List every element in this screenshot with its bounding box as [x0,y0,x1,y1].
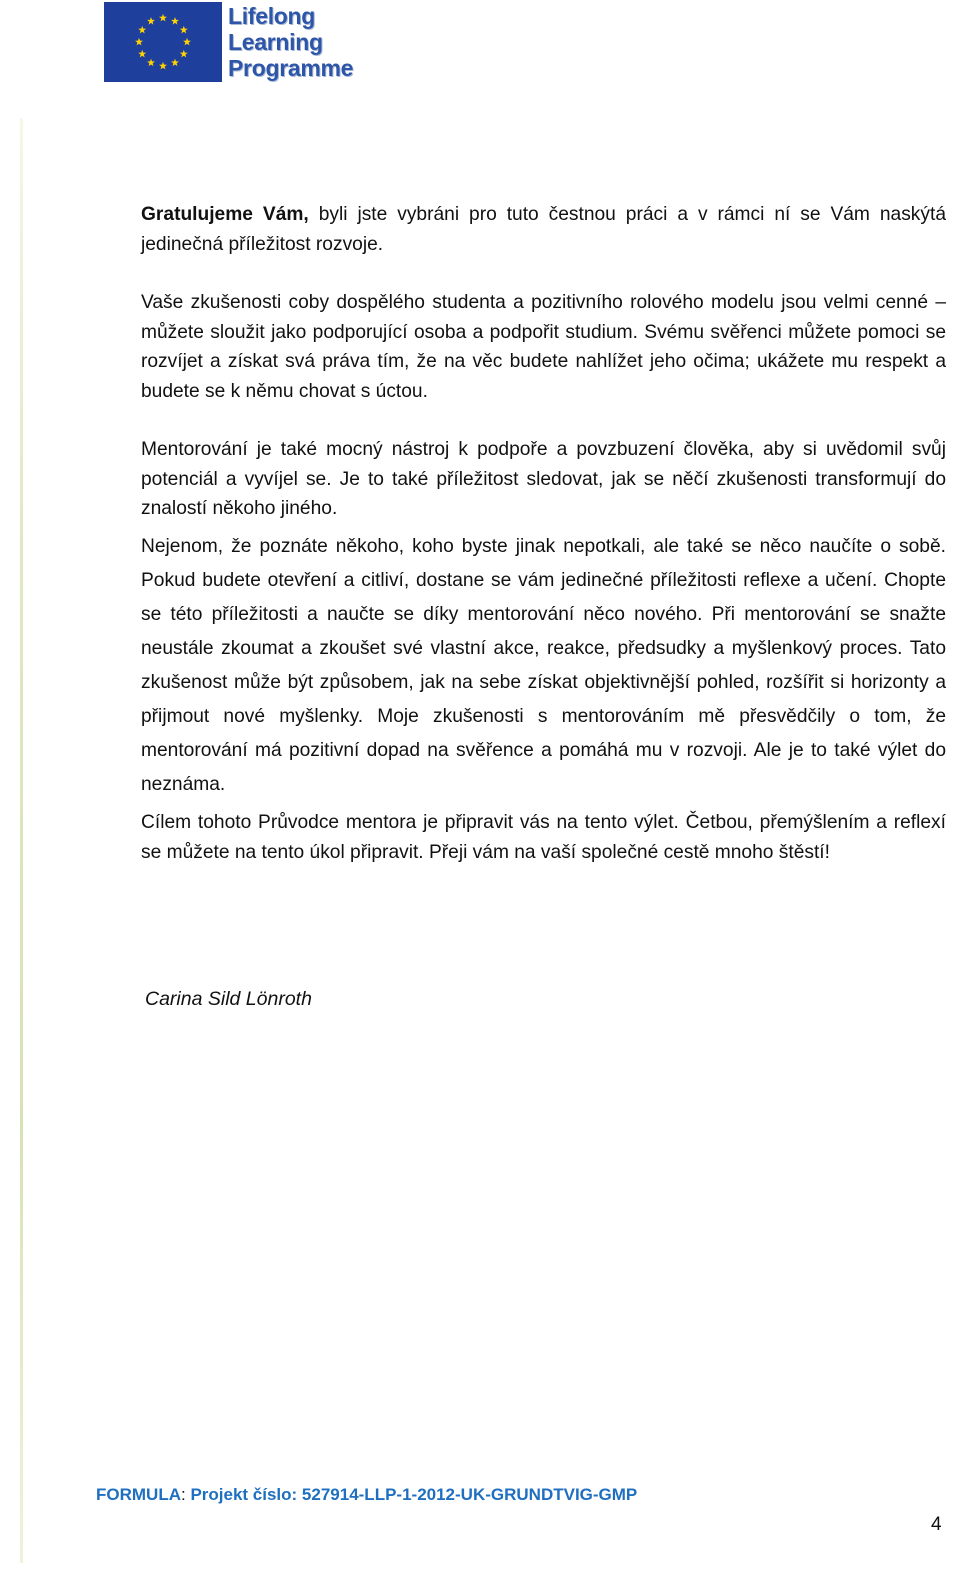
eu-star-icon [147,59,155,67]
eu-star-icon [180,26,188,34]
paragraph-mentoring-tool: Mentorování je také mocný nástroj k podpoře a povzbuzení člověka, aby si uvědomil svůj potenciál a vyvíjel se. Je to také příležitost sledovat, jak se něčí zkušenosti transformují do znalostí někoho jiného. [141,439,946,519]
footer-project-info [96,1485,637,1505]
signature: Carina Sild Lönroth [145,988,312,1010]
eu-flag-icon [104,2,222,82]
eu-star-icon [180,50,188,58]
paragraph-learning: Nejenom, že poznáte někoho, koho byste jinak nepotkali, ale také se něco naučíte o sobě. Pokud budete otevření a citliví, dostane se vám jedinečné příležitosti reflexe a učení. Chopte se této příležitosti a naučte se díky mentorování něco nového. Při mentorování se snažte neustále zkoumat a zkoušet své vlastní akce, reakce, předsudky a myšlenkový proces. Tato zkušenost může být způsobem, jak na sebe získat objektivnější pohled, rozšířit si horizonty a přijmout nové myšlenky. Moje zkušenosti s mentorováním mě přesvědčily o tom, že mentorování má pozitivní dopad na svěřence a pomáhá mu v rozvoji. Ale je to také výlet do neznáma. [141,535,946,796]
eu-star-icon [171,17,179,25]
lifelong-learning-programme-logo [104,2,372,84]
eu-star-icon [138,50,146,58]
paragraph-experience: Vaše zkušenosti coby dospělého studenta a pozitivního rolového modelu jsou velmi cenné – můžete sloužit jako podporující osoba a podpořit studium. Svému svěřenci můžete pomoci se rozvíjet a získat svá práva tím, že na věc budete nahlížet jeho očima; ukážete mu respekt a budete se k němu chovat s úctou. [141,292,946,402]
left-margin-rule [20,118,23,1563]
footer-label: FORMULA [96,1485,181,1504]
logo-line-1: Lifelong [228,3,316,29]
logo-line-3: Programme [228,55,354,81]
paragraph-goal: Cílem tohoto Průvodce mentora je připravit vás na tento výlet. Četbou, přemýšlením a reflexí se můžete na tento úkol připravit. Přeji vám na vaší společné cestě mnoho štěstí! [141,812,946,863]
eu-star-icon [171,59,179,67]
greeting-bold: Gratulujeme Vám, [141,204,309,225]
footer-project-code: 527914-LLP-1-2012-UK-GRUNDTVIG-GMP [301,1485,638,1504]
logo-wordmark [228,3,376,81]
greeting-rest: byli jste vybráni pro tuto čestnou práci a v rámci ní se Vám naskýtá jedinečná příležitost rozvoje. [141,204,946,255]
eu-star-icon [159,62,167,70]
eu-star-icon [183,38,191,46]
eu-star-icon [159,14,167,22]
eu-star-icon [138,26,146,34]
page-number: 4 [931,1514,942,1535]
eu-star-icon [135,38,143,46]
paragraph-greeting [141,200,946,259]
footer-separator: : [180,1485,186,1504]
logo-line-2: Learning [228,29,323,55]
letter-body [141,200,946,867]
eu-star-icon [147,17,155,25]
footer-project-label: Projekt číslo: [185,1485,302,1504]
